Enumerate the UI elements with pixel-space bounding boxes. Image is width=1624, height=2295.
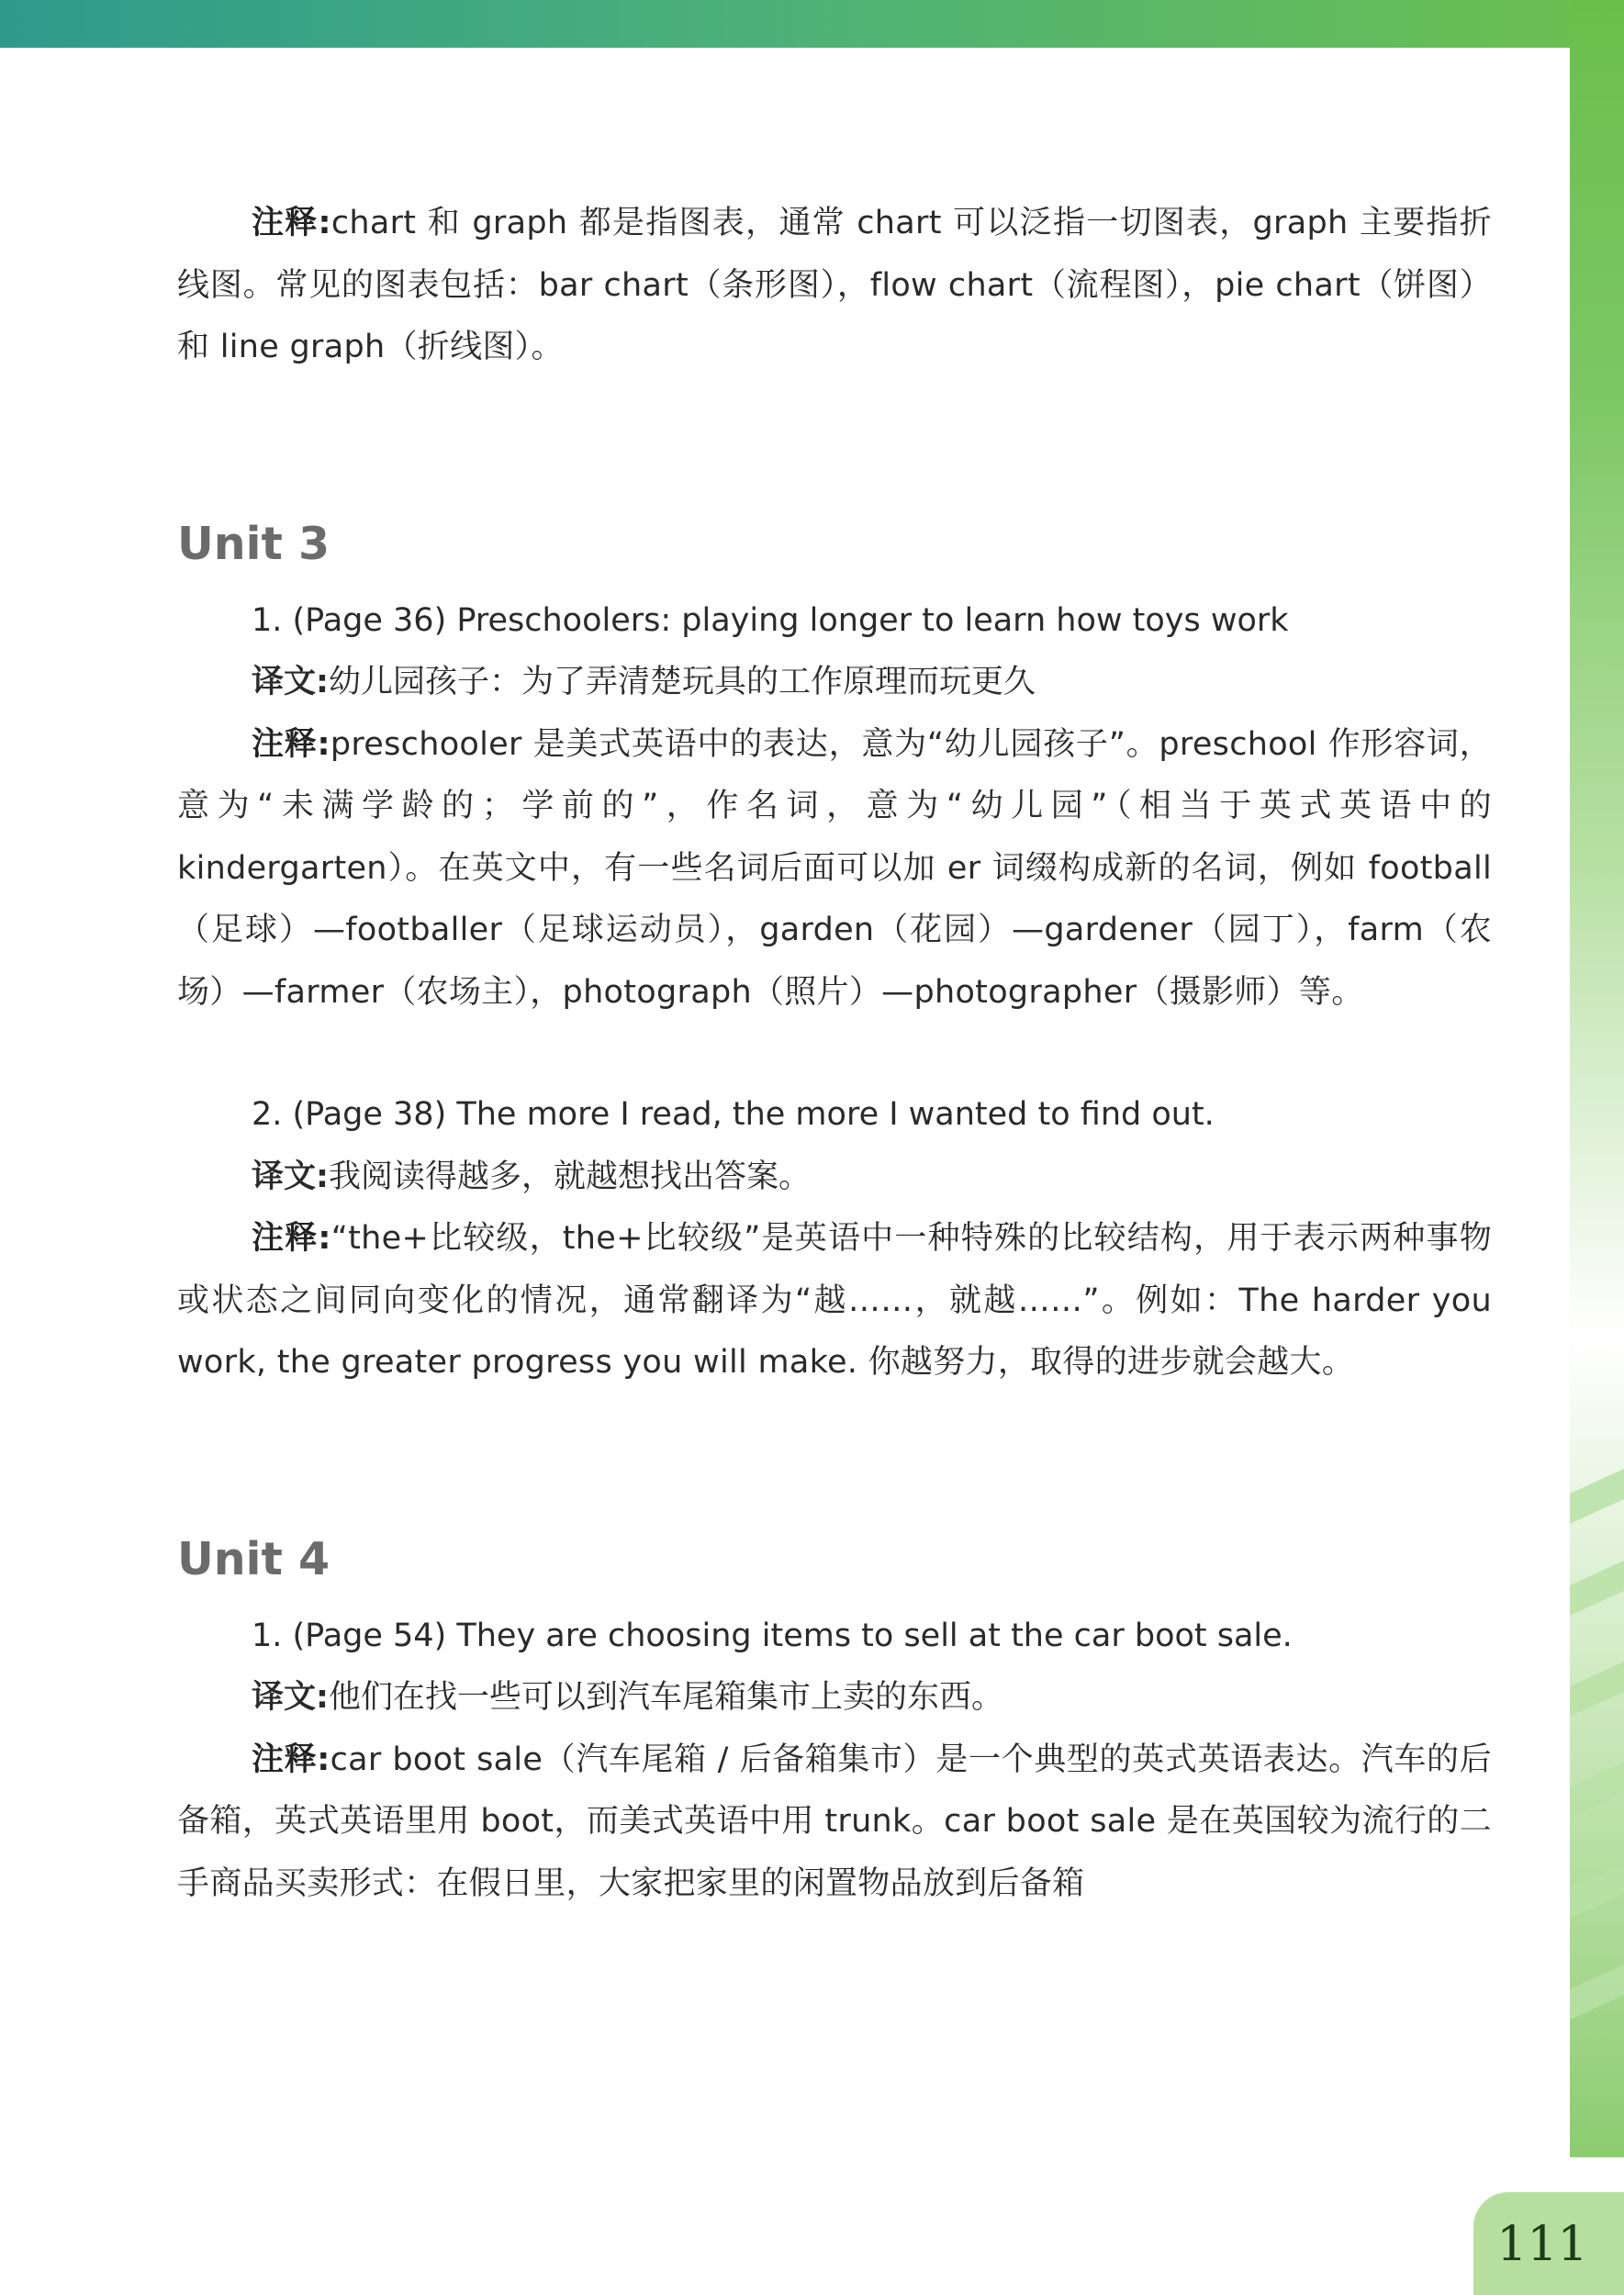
side-color-strip: [1570, 0, 1624, 2157]
note-text: “the+比较级，the+比较级”是英语中一种特殊的比较结构，用于表示两种事物或状态之间同向变化的情况，通常翻译为“越……，就越……”。例如：The harder you work, the greater progress you will make. 你越努力，取得的进步就会越大。: [177, 1220, 1493, 1381]
unit3-item2-note: [177, 1208, 1492, 1394]
unit3-item2-heading: 2. (Page 38) The more I read, the more I wanted to find out.: [252, 1096, 1215, 1133]
note-text: car boot sale（汽车尾箱 / 后备箱集市）是一个典型的英式英语表达。汽车的后备箱，英式英语里用 boot，而美式英语中用 trunk。car boot sale 是在英国较为流行的二手商品买卖形式：在假日里，大家把家里的闲置物品放到后备箱: [177, 1741, 1492, 1902]
translation-text: 幼儿园孩子：为了弄清楚玩具的工作原理而玩更久: [329, 664, 1036, 700]
translation-label: 译文:: [252, 1158, 329, 1195]
note-text: chart 和 graph 都是指图表，通常 chart 可以泛指一切图表，graph 主要指折线图。常见的图表包括：bar chart（条形图），flow chart（流程图），pie chart（饼图）和 line graph（折线图）。: [177, 205, 1492, 365]
unit4-item1-translation: [177, 1667, 1492, 1730]
top-color-bar: [0, 0, 1624, 48]
translation-text: 我阅读得越多，就越想找出答案。: [329, 1158, 812, 1195]
translation-label: 译文:: [252, 664, 329, 700]
translation-label: 译文:: [252, 1679, 329, 1716]
unit4-item1-note: [177, 1730, 1492, 1916]
note-label: 注释:: [252, 1220, 331, 1257]
unit3-item1-note: [177, 714, 1492, 1024]
unit-3-title: Unit 3: [177, 517, 330, 570]
chart-graph-note: [177, 193, 1492, 379]
note-text: preschooler 是美式英语中的表达，意为“幼儿园孩子”。preschool 作形容词，意为“未满学龄的；学前的”，作名词，意为“幼儿园”（相当于英式英语中的 kindergarten）。在英文中，有一些名词后面可以加 er 词缀构成新的名词，例如 football（足球）—footballer（足球运动员），garden（花园）—gardener（园丁），farm（农场）—farmer（农场主），photograph（照片）—photographer（摄影师）等。: [177, 725, 1492, 1011]
unit3-item2-translation: [177, 1147, 1492, 1209]
page-number: 111: [1496, 2217, 1588, 2272]
note-label: 注释:: [252, 205, 331, 241]
note-label: 注释:: [252, 1741, 330, 1778]
unit3-item1-translation: [177, 652, 1492, 714]
unit-4-title: Unit 4: [177, 1532, 330, 1585]
unit4-item1-heading: 1. (Page 54) They are choosing items to sell at the car boot sale.: [252, 1617, 1293, 1654]
unit3-item1-heading: 1. (Page 36) Preschoolers: playing longer to learn how toys work: [252, 601, 1289, 639]
note-label: 注释:: [252, 725, 330, 763]
page-content: [177, 193, 1492, 1915]
translation-text: 他们在找一些可以到汽车尾箱集市上卖的东西。: [329, 1679, 1004, 1716]
